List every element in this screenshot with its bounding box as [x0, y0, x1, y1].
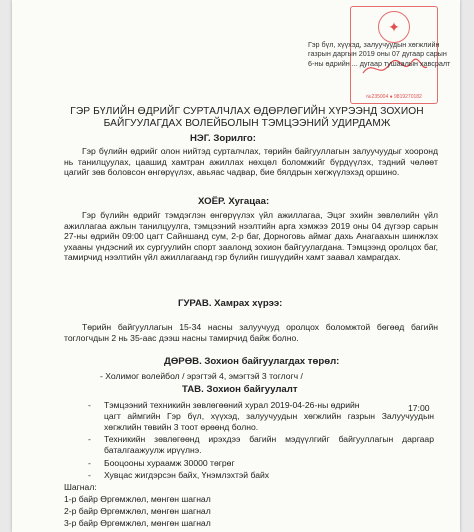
document-page	[12, 0, 460, 532]
list-item: Бооцооны хураамж 30000 төгрөг	[104, 458, 235, 468]
stamp-number: №235004 ● 9819270182	[366, 94, 422, 100]
meeting-time: 17:00	[408, 403, 430, 413]
section-five-heading: ТАВ. Зохион байгуулалт	[182, 384, 298, 395]
list-bullet: -	[88, 434, 91, 444]
prize-item: 3-р байр Өргөмжлөл, мөнгөн шагнал	[64, 518, 211, 528]
section-three-heading: ГУРАВ. Хамрах хүрээ:	[178, 298, 283, 309]
section-three-text: Төрийн байгууллагын 15-34 насны залуучууд оролцох боломжтой бөгөөд багийн тоглогчдын 2 нь 35-аас дээш насны тамирчид байж болно.	[64, 322, 438, 343]
section-two-heading: ХОЁР. Хугацаа:	[198, 196, 270, 207]
list-item: Тэмцээний техникийн зөвлөгөөний хурал 2019-04-26-ны өдрийн	[104, 400, 360, 410]
section-four-heading: ДӨРӨВ. Зохион байгуулагдах төрөл:	[164, 356, 340, 367]
list-item: Техникийн зөвлөгөөнд ирэхдээ багийн мэдүүлгийг байгууллагын даргаар баталгаажуулж ирүүлнэ.	[104, 434, 434, 455]
list-bullet: -	[88, 400, 91, 410]
list-item: Хувцас жигдэрсэн байх, Үнэмлэхтэй байх	[104, 470, 270, 480]
list-bullet: -	[88, 458, 91, 468]
prize-item: 1-р байр Өргөмжлөл, мөнгөн шагнал	[64, 494, 211, 504]
document-title: ГЭР БҮЛИЙН ӨДРИЙГ СУРТАЛЧЛАХ ӨДӨРЛӨГИЙН ХҮРЭЭНД ЗОХИОН БАЙГУУЛАГДАХ ВОЛЕЙБОЛЫН ТЭМЦЭЭНИЙ УДИРДАМЖ	[70, 106, 424, 129]
stamp-seal-icon: ✦	[378, 11, 410, 43]
list-item: цагт аймгийн Гэр бүл, хүүхэд, залуучуудын хөгжлийн газрын Залуучуудын хөгжлийн төвийн 3 тоот өрөөнд болно.	[104, 411, 434, 432]
attachment-note: Гэр бүл, хүүхэд, залуучуудын хөгжлийн газрын даргын 2019 оны 07 дугаар сарын 6-ны өдрийн ... дугаар тушаалын хавсралт	[308, 40, 451, 68]
section-one-heading: НЭГ. Зорилго:	[190, 133, 256, 144]
list-bullet: -	[88, 470, 91, 480]
prize-item: 2-р байр Өргөмжлөл, мөнгөн шагнал	[64, 506, 211, 516]
section-one-text: Гэр бүлийн өдрийг олон нийтэд сурталчлах, төрийн байгууллагын залуучуудыг хооронд нь танилцуулах, цаашид хамтран ажиллах нөхцөл боломжийг бүрдүүлэх, тэдний чөлөөт цагийг зөв боловсон өнгөрүүлэх, авьяас чадвар, бие бялдрын хөгжүүлэхэд оршино.	[64, 146, 438, 178]
section-two-text: Гэр бүлийн өдрийг тэмдэглэн өнгөрүүлэх үйл ажиллагаа, Эцэг эхийн зөвлөлийн үйл ажиллагаа ажлын танилцуулга, тэмцээний нээлтийн арга хэмжээ 2019 оны 04 дүгээр сарын 27-ны өдрийн 09:00 цагт Сайншанд сум, 2-р баг, Дорноговь аймаг дахь Анагаахын шинжлэх ухааны үндэсний их сургуулийн спорт заалонд зохион байгуулагдана. Тэмцээнд оролцох баг, тамирчид нээлтийн үйл ажиллагаанд гэр бүлийн гишүүдийн хамт заавал хамрагдах.	[64, 210, 438, 263]
prizes-label: Шагнал:	[64, 482, 97, 492]
section-four-item: - Холимог волейбол / эрэгтэй 4, эмэгтэй 3 тоглогч /	[100, 371, 303, 381]
